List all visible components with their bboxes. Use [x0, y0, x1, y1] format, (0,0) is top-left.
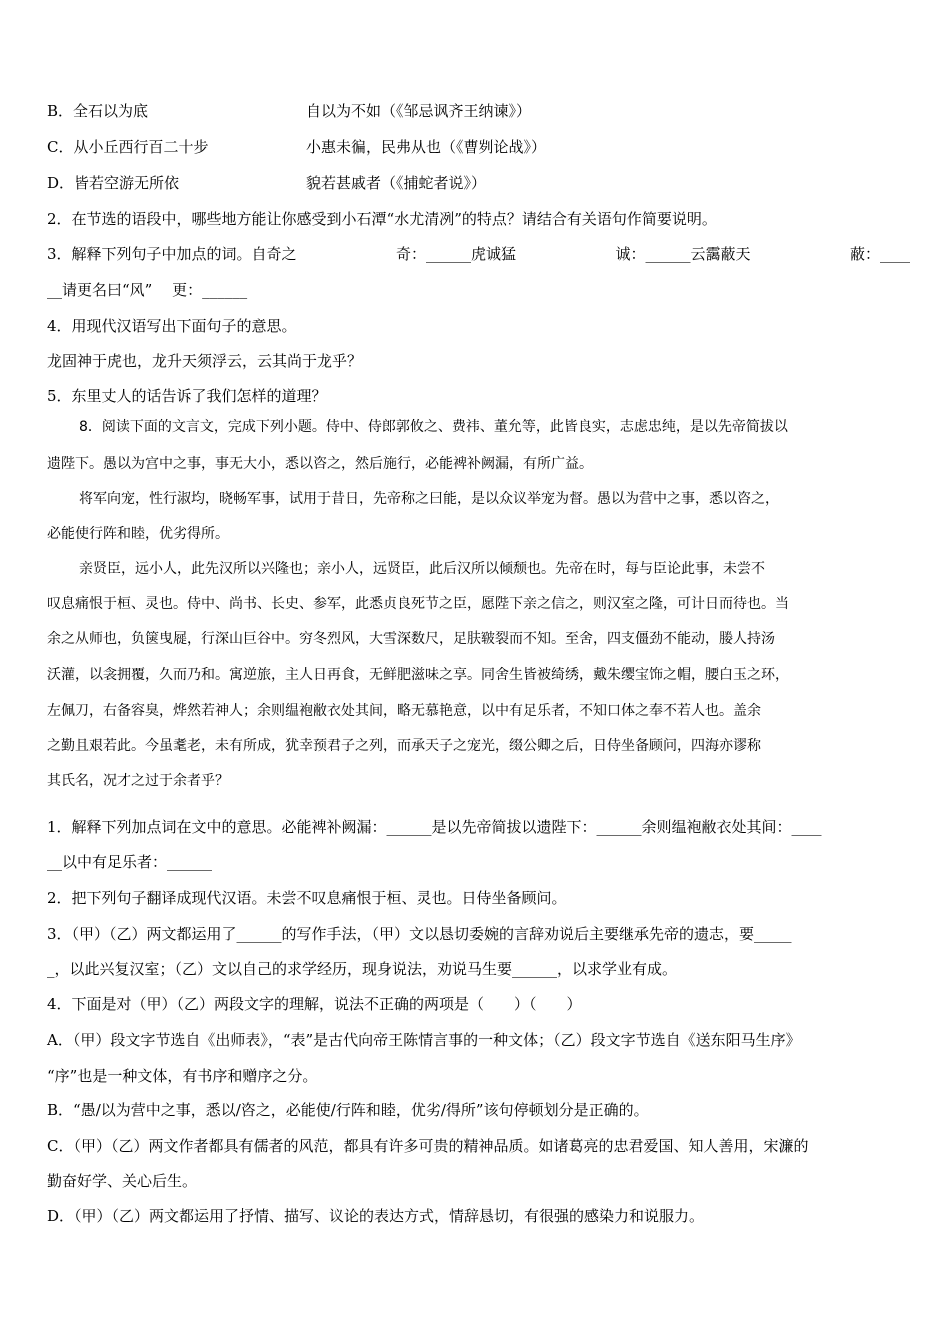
- part2-question-1-line-2: __以中有足乐者：______: [47, 853, 213, 871]
- passage-p3-line-5: 左佩刀，右备容臭，烨然若神人；余则缊袍敝衣处其间，略无慕艳意，以中有足乐者，不知口体之奉不若人也。盖余: [47, 703, 761, 719]
- question-4-sentence: 龙固神于虎也，龙升天须浮云，云其尚于龙乎？: [47, 352, 363, 370]
- question-3-blank-qi: 奇：______虎诚猛: [396, 245, 517, 263]
- part2-option-b: B．“愚/以为营中之事，悉以/咨之，必能使/行阵和睦，优劣/得所”该句停顿划分是正确的。: [47, 1101, 649, 1119]
- option-d-left: D．皆若空游无所依: [47, 174, 180, 192]
- question-4: 4．用现代汉语写出下面句子的意思。: [47, 317, 297, 335]
- passage-p3-line-7: 其氏名，况才之过于余者乎？: [47, 773, 229, 789]
- part2-option-c-line-2: 勤奋好学、关心后生。: [47, 1172, 198, 1190]
- question-3-prompt: 3．解释下列句子中加点的词。自奇之: [47, 245, 297, 263]
- question-3-blank-bi: 蔽：____: [849, 245, 910, 263]
- question-3-line-2: __请更名曰“风” 更：______: [47, 281, 248, 299]
- option-d-row: [47, 172, 910, 194]
- passage-intro-line-1: 8．阅读下面的文言文，完成下列小题。侍中、侍郎郭攸之、费祎、董允等，此皆良实，志虑忠纯，是以先帝简拔以: [79, 419, 788, 435]
- part2-question-2: 2．把下列句子翻译成现代汉语。未尝不叹息痛恨于桓、灵也。日侍坐备顾问。: [47, 889, 567, 907]
- passage-p3-line-6: 之勤且艰若此。今虽耄老，未有所成，犹幸预君子之列，而承天子之宠光，缀公卿之后，日侍坐备顾问，四海亦谬称: [47, 738, 761, 754]
- option-c-right: 小惠未徧，民弗从也（《曹刿论战》）: [306, 138, 547, 156]
- part2-option-a-line-1: A．（甲）段文字节选自《出师表》，“表”是古代向帝王陈情言事的一种文体；（乙）段文字节选自《送东阳马生序》: [47, 1031, 801, 1049]
- option-b-left: B．全石以为底: [47, 102, 149, 120]
- passage-p3-line-2: 叹息痛恨于桓、灵也。侍中、尚书、长史、参军，此悉贞良死节之臣，愿陛下亲之信之，则汉室之隆，可计日而待也。当: [47, 596, 789, 612]
- option-b-row: [47, 100, 910, 122]
- part2-question-4: 4．下面是对（甲）（乙）两段文字的理解，说法不正确的两项是（ ）（ ）: [47, 995, 582, 1013]
- passage-p2-line-1: 将军向宠，性行淑均，晓畅军事，试用于昔日，先帝称之曰能，是以众议举宠为督。愚以为营中之事，悉以咨之，: [79, 491, 779, 507]
- part2-question-3-line-1: 3．（甲）（乙）两文都运用了______的写作手法，（甲）文以恳切委婉的言辞劝说后主要继承先帝的遗志，要_____: [47, 925, 792, 943]
- option-b-right: 自以为不如（《邹忌讽齐王纳谏》）: [306, 102, 532, 120]
- question-3-blank-cheng: 诚：______云靄蔽天: [615, 245, 751, 263]
- passage-p3-line-1: 亲贤臣，远小人，此先汉所以兴隆也；亲小人，远贤臣，此后汉所以倾颓也。先帝在时，每与臣论此事，未尝不: [79, 561, 765, 577]
- option-c-left: C．从小丘西行百二十步: [47, 138, 209, 156]
- part2-question-3-line-2: _，以此兴复汉室；（乙）文以自己的求学经历，现身说法，劝说马生要______，以求学业有成。: [47, 960, 678, 978]
- part2-option-a-line-2: “序”也是一种文体，有书序和赠序之分。: [47, 1067, 318, 1085]
- question-2: 2．在节选的语段中，哪些地方能让你感受到小石潭“水尤清冽”的特点？请结合有关语句作简要说明。: [47, 210, 717, 228]
- passage-p2-line-2: 必能使行阵和睦，优劣得所。: [47, 526, 229, 542]
- option-c-row: [47, 136, 910, 158]
- passage-p3-line-4: 沃灌，以衾拥覆，久而乃和。寓逆旅，主人日再食，无鲜肥滋味之享。同舍生皆被绮绣，戴朱缨宝饰之帽，腰白玉之环，: [47, 667, 789, 683]
- passage-p3-line-3: 余之从师也，负箧曳屣，行深山巨谷中。穷冬烈风，大雪深数尺，足肤皲裂而不知。至舍，四支僵劲不能动，媵人持汤: [47, 631, 775, 647]
- option-d-right: 貌若甚戚者（《捕蛇者说》）: [306, 174, 487, 192]
- part2-option-d: D．（甲）（乙）两文都运用了抒情、描写、议论的表达方式，情辞恳切，有很强的感染力和说服力。: [47, 1207, 705, 1225]
- question-3-line-1: [47, 243, 910, 265]
- part2-option-c-line-1: C．（甲）（乙）两文作者都具有儒者的风范，都具有许多可贵的精神品质。如诸葛亮的忠君爱国、知人善用，宋濂的: [47, 1137, 809, 1155]
- passage-intro-line-2: 遗陛下。愚以为宫中之事，事无大小，悉以咨之，然后施行，必能裨补阙漏，有所广益。: [47, 456, 593, 472]
- part2-question-1-line-1: 1．解释下列加点词在文中的意思。必能裨补阙漏：______是以先帝简拔以遗陛下：______余则缊袍敝衣处其间：____: [47, 818, 822, 836]
- question-5: 5．东里丈人的话告诉了我们怎样的道理？: [47, 387, 327, 405]
